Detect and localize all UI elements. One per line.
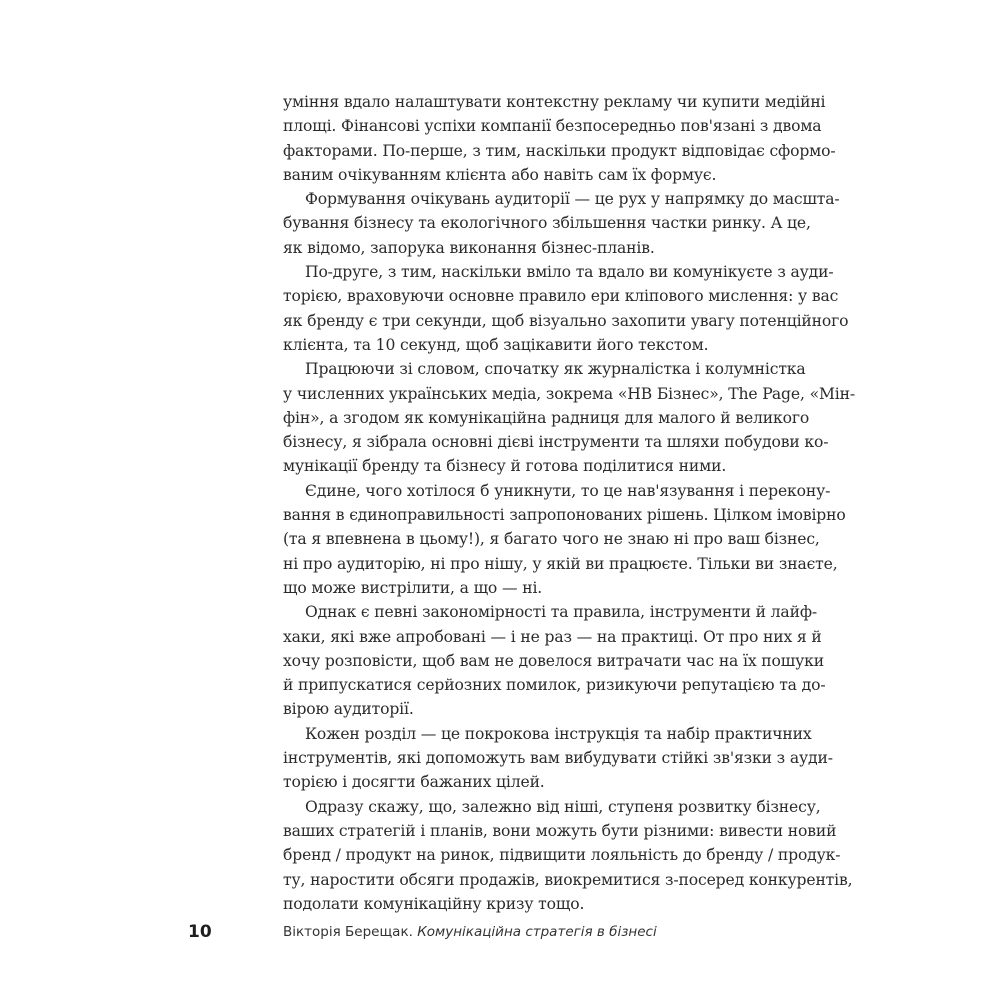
text-line: як бренду є три секунди, щоб візуально захопити увагу потенційного [283, 311, 849, 330]
text-line: Одразу скажу, що, залежно від ніші, ступеня розвитку бізнесу, [305, 797, 821, 816]
text-line: Єдине, чого хотілося б уникнути, то це нав'язування і перекону- [305, 481, 831, 500]
text-line: клієнта, та 10 секунд, щоб зацікавити його текстом. [283, 335, 709, 354]
text-line: у численних українських медіа, зокрема «НВ Бізнес», The Page, «Мін- [283, 384, 855, 403]
text-line: що може вистрілити, а що — ні. [283, 578, 543, 597]
text-line: вірою аудиторії. [283, 700, 414, 719]
text-line: Формування очікувань аудиторії — це рух у напрямку до масшта- [305, 190, 840, 209]
footer-book-title: Комунікаційна стратегія в бізнесі [417, 924, 657, 940]
text-line: бування бізнесу та екологічного збільшення частки ринку. А це, [283, 214, 811, 233]
paragraph [283, 260, 849, 357]
text-line: інструментів, які допоможуть вам вибудувати стійкі зв'язки з ауди- [283, 749, 833, 768]
text-line: (та я впевнена в цьому!), я багато чого не знаю ні про ваш бізнес, [283, 530, 820, 549]
text-line: Працюючи зі словом, спочатку як журналістка і колумністка [305, 360, 806, 379]
paragraph [283, 357, 855, 478]
paragraph [283, 479, 846, 600]
text-line: площі. Фінансові успіхи компанії безпосередньо пов'язані з двома [283, 117, 822, 136]
text-line: ні про аудиторію, ні про нішу, у якій ви працюєте. Тільки ви знаєте, [283, 554, 838, 573]
page-number: 10 [188, 922, 212, 942]
text-line: По-друге, з тим, наскільки вміло та вдало ви комунікуєте з ауди- [305, 263, 834, 282]
text-line: як відомо, запорука виконання бізнес-планів. [283, 238, 655, 257]
paragraph [283, 90, 836, 187]
text-line: ваним очікуванням клієнта або навіть сам їх формує. [283, 165, 717, 184]
text-line: Кожен розділ — це покрокова інструкція та набір практичних [305, 724, 812, 743]
text-line: Однак є певні закономірності та правила, інструменти й лайф- [305, 603, 817, 622]
paragraph [283, 600, 826, 721]
footer-author: Вікторія Берещак. [283, 924, 413, 940]
text-line: й припускатися серйозних помилок, ризикуючи репутацією та до- [283, 676, 826, 695]
body-text [283, 90, 855, 916]
paragraph [283, 795, 853, 916]
text-line: бізнесу, я зібрала основні дієві інструменти та шляхи побудови ко- [283, 433, 829, 452]
running-footer [283, 924, 657, 940]
text-line: уміння вдало налаштувати контекстну рекламу чи купити медійні [283, 93, 826, 111]
text-line: торією, враховуючи основне правило ери кліпового мислення: у вас [283, 287, 839, 306]
text-line: хочу розповісти, щоб вам не довелося витрачати час на їх пошуки [283, 651, 824, 670]
text-line: фін», а згодом як комунікаційна радниця для малого й великого [283, 408, 810, 427]
text-line: хаки, які вже апробовані — і не раз — на практиці. От про них я й [283, 627, 822, 646]
text-line: торією і досягти бажаних цілей. [283, 773, 545, 792]
text-line: вання в єдиноправильності запропонованих рішень. Цілком імовірно [283, 506, 846, 525]
paragraph [283, 187, 840, 260]
text-line: ту, наростити обсяги продажів, виокремитися з-посеред конкурентів, [283, 870, 853, 889]
text-line: факторами. По-перше, з тим, наскільки продукт відповідає сформо- [283, 141, 836, 160]
text-line: ваших стратегій і планів, вони можуть бути різними: вивести новий [283, 821, 837, 840]
text-line: мунікації бренду та бізнесу й готова поділитися ними. [283, 457, 727, 476]
text-line: подолати комунікаційну кризу тощо. [283, 894, 585, 913]
text-line: бренд / продукт на ринок, підвищити лояльність до бренду / продук- [283, 846, 841, 865]
paragraph [283, 722, 833, 795]
